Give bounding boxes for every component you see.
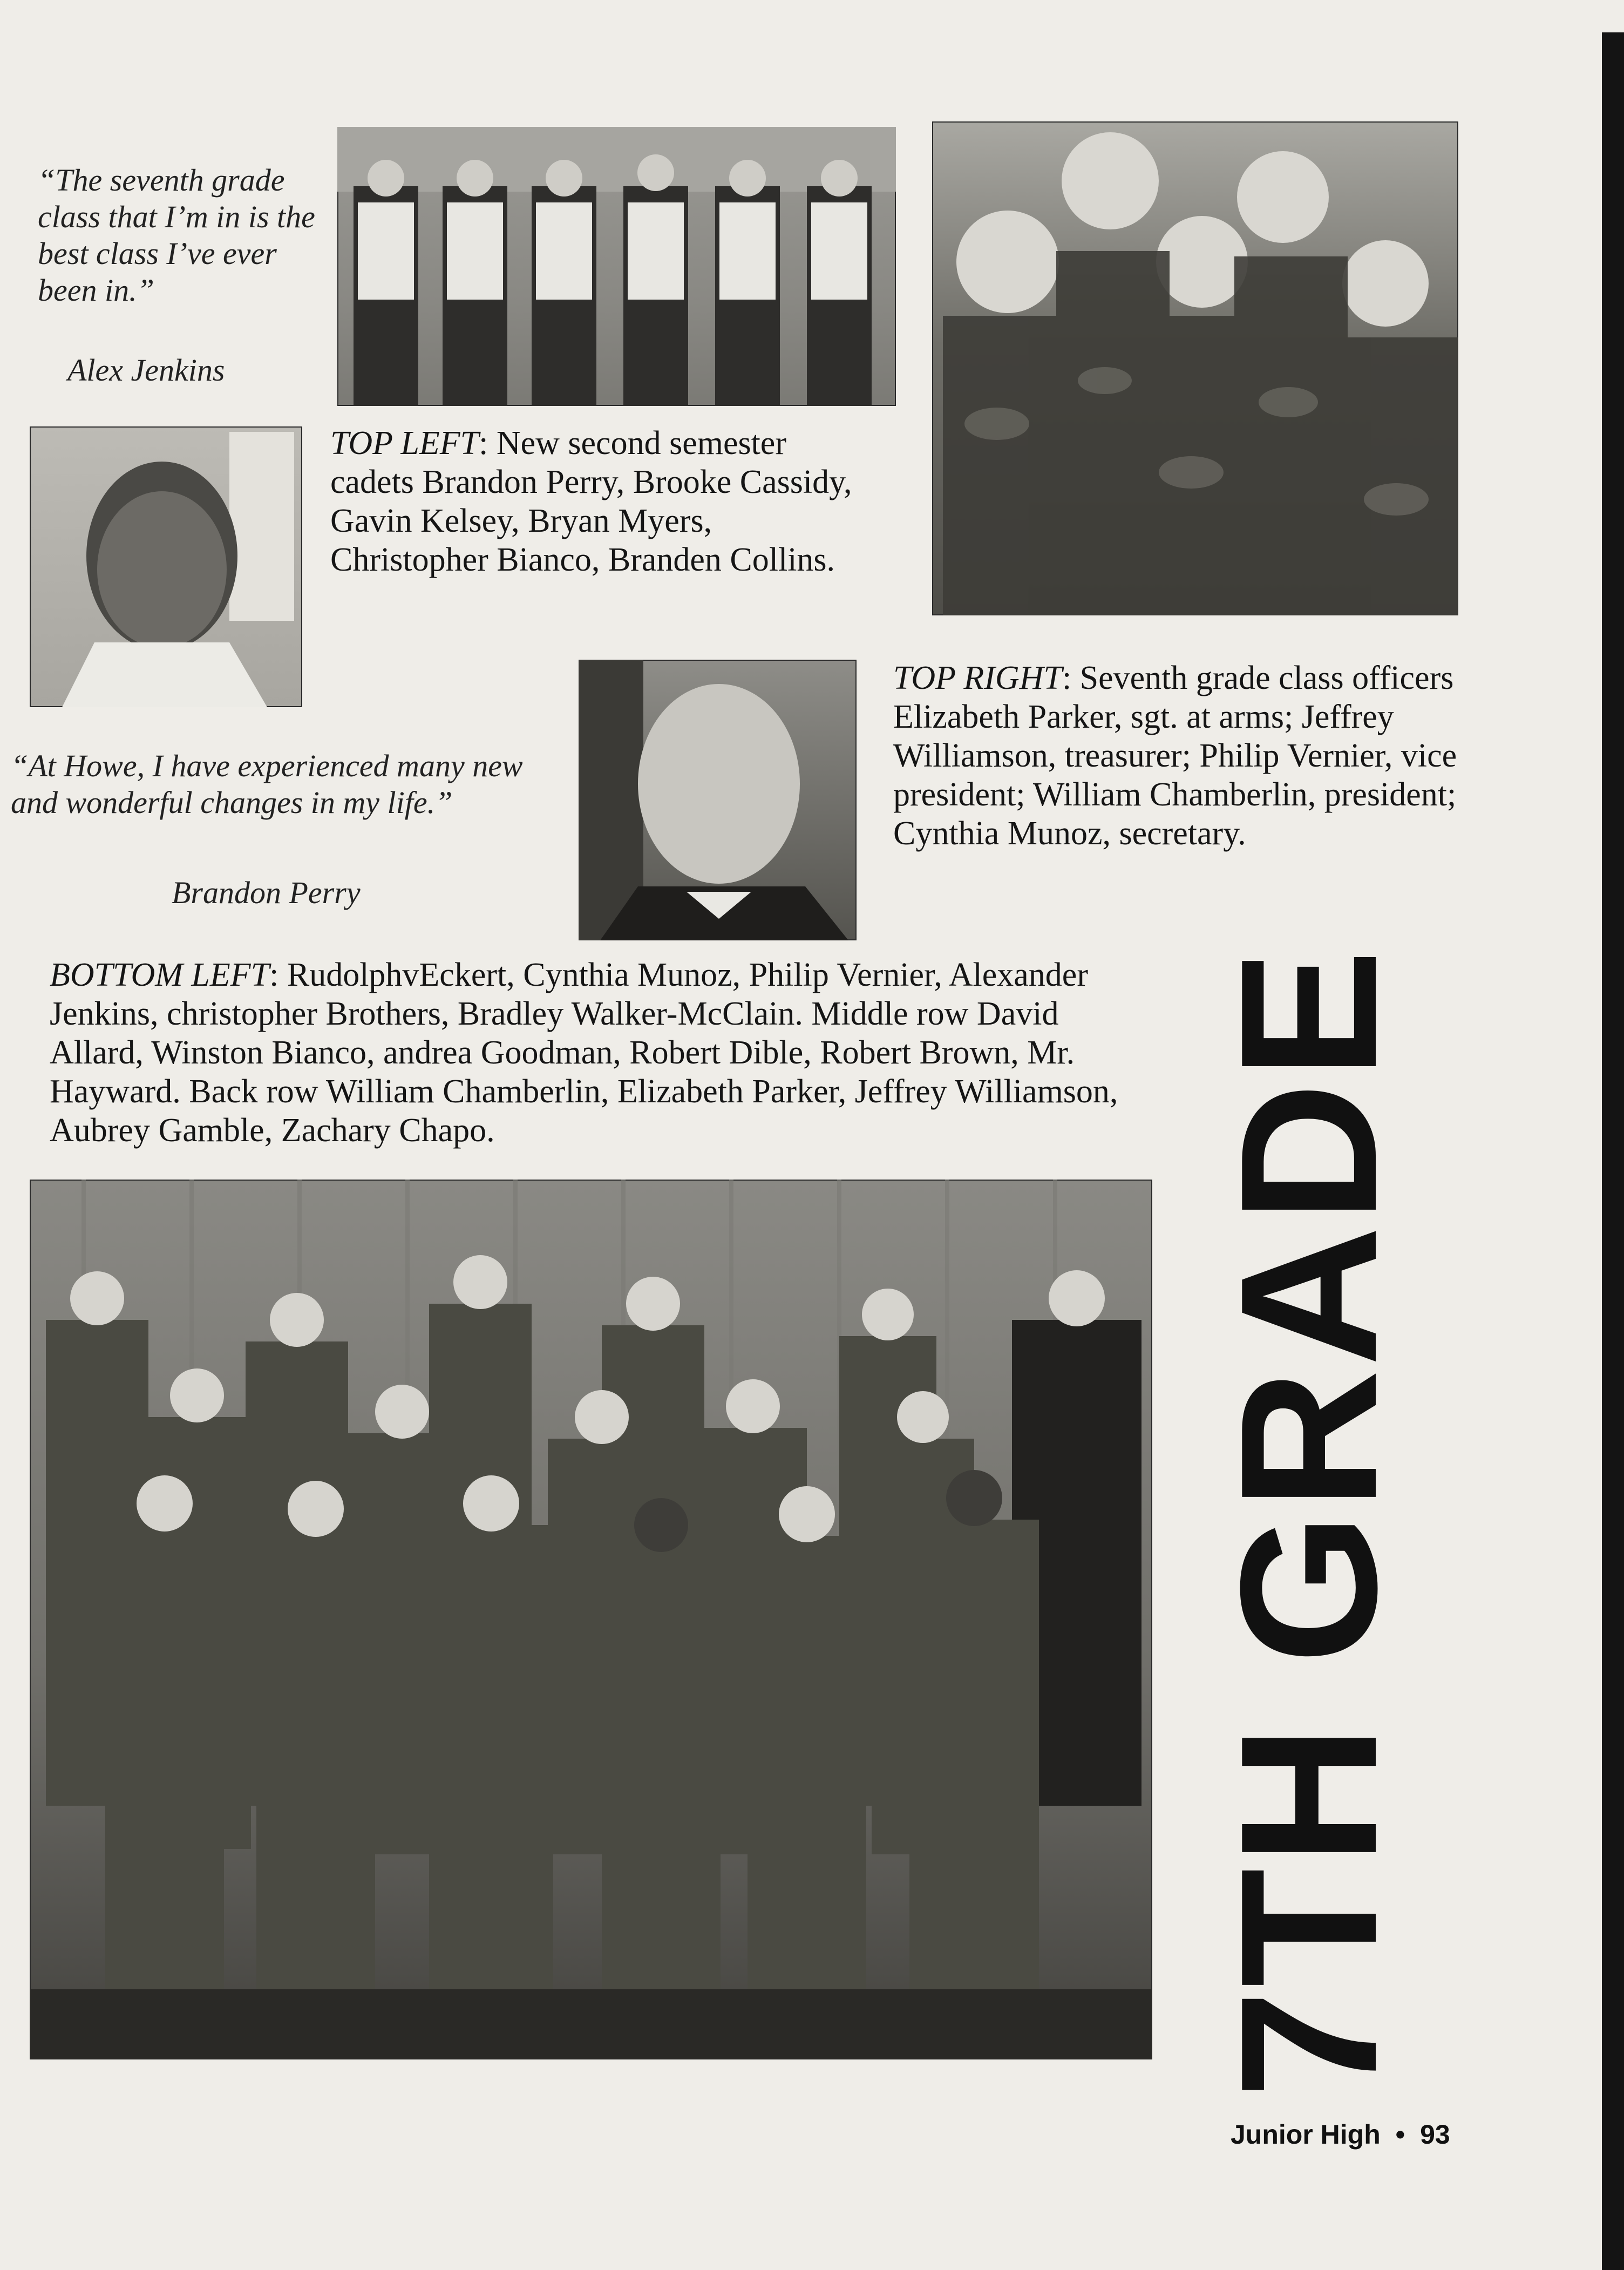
bottom-left-caption-label: BOTTOM LEFT [50, 957, 270, 993]
page-edge-bar [1602, 32, 1624, 2270]
section-title-vertical [1200, 946, 1417, 2099]
top-left-caption-text: : New second semester cadets Brandon Perry, Brooke Cassidy, Gavin Kelsey, Bryan Myers, Christopher Bianco, Branden Collins. [330, 425, 852, 578]
alex-jenkins-portrait [30, 426, 302, 707]
class-group-photo [30, 1180, 1152, 2059]
folio-section: Junior High [1231, 2119, 1381, 2150]
top-left-caption-label: TOP LEFT [330, 425, 479, 462]
brandon-perry-attribution: Brandon Perry [172, 875, 361, 910]
class-officers-photo [932, 121, 1458, 615]
folio-separator: • [1395, 2119, 1405, 2150]
page-folio [1231, 2119, 1450, 2150]
top-right-caption [893, 659, 1476, 853]
top-left-caption [330, 424, 875, 579]
section-title: 7TH GRADE [1200, 946, 1417, 2099]
bottom-left-caption-text: : RudolphvEckert, Cynthia Munoz, Philip Vernier, Alexander Jenkins, christopher Brothers, Bradley Walker-McClain. Middle row David Allard, Winston Bianco, andrea Goodman, Robert Dible, Robert Brown, Mr. Hayward. Back row William Chamberlin, Elizabeth Parker, Jeffrey Williamson, Aubrey Gamble, Zachary Chapo. [50, 957, 1118, 1149]
top-right-caption-label: TOP RIGHT [893, 660, 1062, 696]
new-cadets-photo [337, 127, 896, 406]
top-right-caption-text: : Seventh grade class officers Elizabeth Parker, sgt. at arms; Jeffrey Williamson, treasurer; Philip Vernier, vice president; William Chamberlin, president; Cynthia Munoz, secretary. [893, 660, 1457, 852]
brandon-perry-quote: “At Howe, I have experienced many new and wonderful changes in my life.” [11, 748, 523, 820]
bottom-left-caption [50, 956, 1140, 1150]
folio-page-number: 93 [1420, 2119, 1450, 2150]
alex-jenkins-attribution: Alex Jenkins [67, 353, 225, 388]
brandon-perry-portrait [579, 660, 857, 940]
alex-jenkins-quote: “The seventh grade class that I’m in is the best class I’ve ever been in.” [38, 162, 315, 308]
